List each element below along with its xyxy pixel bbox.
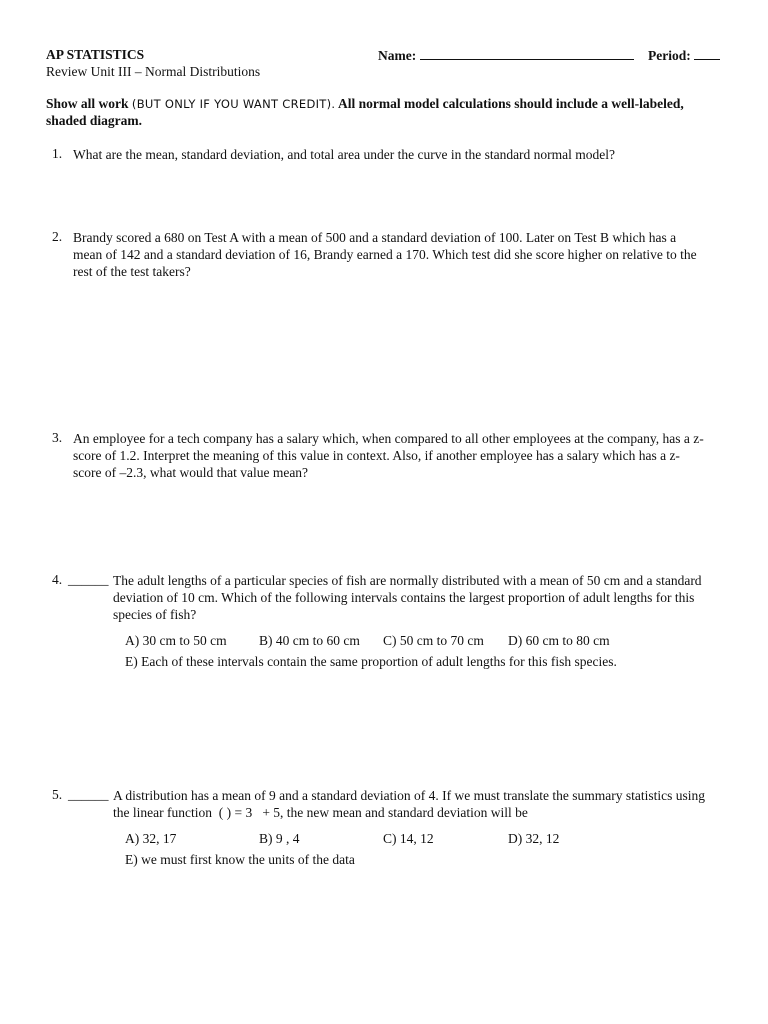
question-4-number: 4.: [52, 572, 63, 587]
question-4-choice-a: A) 30 cm to 50 cm: [125, 633, 227, 648]
question-5-choice-c: C) 14, 12: [383, 831, 434, 846]
question-2-text: [73, 229, 697, 280]
question-5-line-1: A distribution has a mean of 9 and a standard deviation of 4. If we must translate the summary statistics using: [113, 788, 706, 803]
question-5-line-2: the linear function ( ) = 3 + 5, the new mean and standard deviation will be: [113, 805, 528, 820]
question-5-text: [113, 787, 705, 821]
question-5-choice-a: A) 32, 17: [125, 831, 177, 846]
question-4-choice-d: D) 60 cm to 80 cm: [508, 633, 610, 648]
question-4-choice-b: B) 40 cm to 60 cm: [259, 633, 360, 648]
question-2-number: 2.: [52, 229, 63, 244]
instructions-handwritten-note: (BUT ONLY IF YOU WANT CREDIT).: [131, 97, 336, 111]
name-blank-line: [420, 47, 634, 60]
question-3-text: [73, 430, 704, 481]
question-4-choice-e: E) Each of these intervals contain the same proportion of adult lengths for this fish species.: [125, 654, 617, 669]
question-3-number: 3.: [52, 430, 63, 445]
instructions-bold-rest: All normal model calculations should include a well-labeled,: [338, 96, 684, 111]
period-field[interactable]: [648, 47, 720, 64]
question-3-line-1: An employee for a tech company has a salary which, when compared to all other employees at the company, has a z-: [73, 431, 704, 446]
question-5-number: 5.: [52, 787, 63, 802]
question-4-line-2: deviation of 10 cm. Which of the following intervals contains the largest proportion of adult lengths for this: [113, 590, 695, 605]
question-4-choice-c: C) 50 cm to 70 cm: [383, 633, 484, 648]
question-4-text: [113, 572, 702, 623]
question-1-number: 1.: [52, 146, 63, 161]
question-1-line-1: What are the mean, standard deviation, and total area under the curve in the standard normal model?: [73, 147, 616, 162]
question-3-line-3: score of –2.3, what would that value mean?: [73, 465, 309, 480]
question-1-text: [73, 146, 615, 163]
period-blank-line: [694, 47, 720, 60]
instructions-line-1: [46, 96, 684, 112]
question-4-line-3: species of fish?: [113, 607, 197, 622]
question-4-answer-blank[interactable]: ______: [68, 572, 109, 587]
question-2-line-3: rest of the test takers?: [73, 264, 191, 279]
question-4-line-1: The adult lengths of a particular species of fish are normally distributed with a mean of 50 cm and a standard: [113, 573, 702, 588]
question-3-line-2: score of 1.2. Interpret the meaning of this value in context. Also, if another employee has a salary which has a z-: [73, 448, 680, 463]
unit-subtitle: Review Unit III – Normal Distributions: [46, 64, 261, 79]
question-2-line-2: mean of 142 and a standard deviation of 16, Brandy earned a 170. Which test did she score higher on relative to the: [73, 247, 697, 262]
instructions-line-2: shaded diagram.: [46, 113, 143, 128]
instructions-bold-start: Show all work: [46, 96, 129, 111]
question-2-line-1: Brandy scored a 680 on Test A with a mean of 500 and a standard deviation of 100. Later on Test B which has a: [73, 230, 677, 245]
question-5-choice-d: D) 32, 12: [508, 831, 560, 846]
name-field[interactable]: [378, 47, 634, 64]
question-5-choice-e: E) we must first know the units of the data: [125, 852, 355, 867]
course-title: AP STATISTICS: [46, 47, 145, 62]
question-5-choice-b: B) 9 , 4: [259, 831, 300, 846]
period-label: Period:: [648, 48, 691, 63]
name-label: Name:: [378, 48, 417, 63]
question-5-answer-blank[interactable]: ______: [68, 787, 109, 802]
